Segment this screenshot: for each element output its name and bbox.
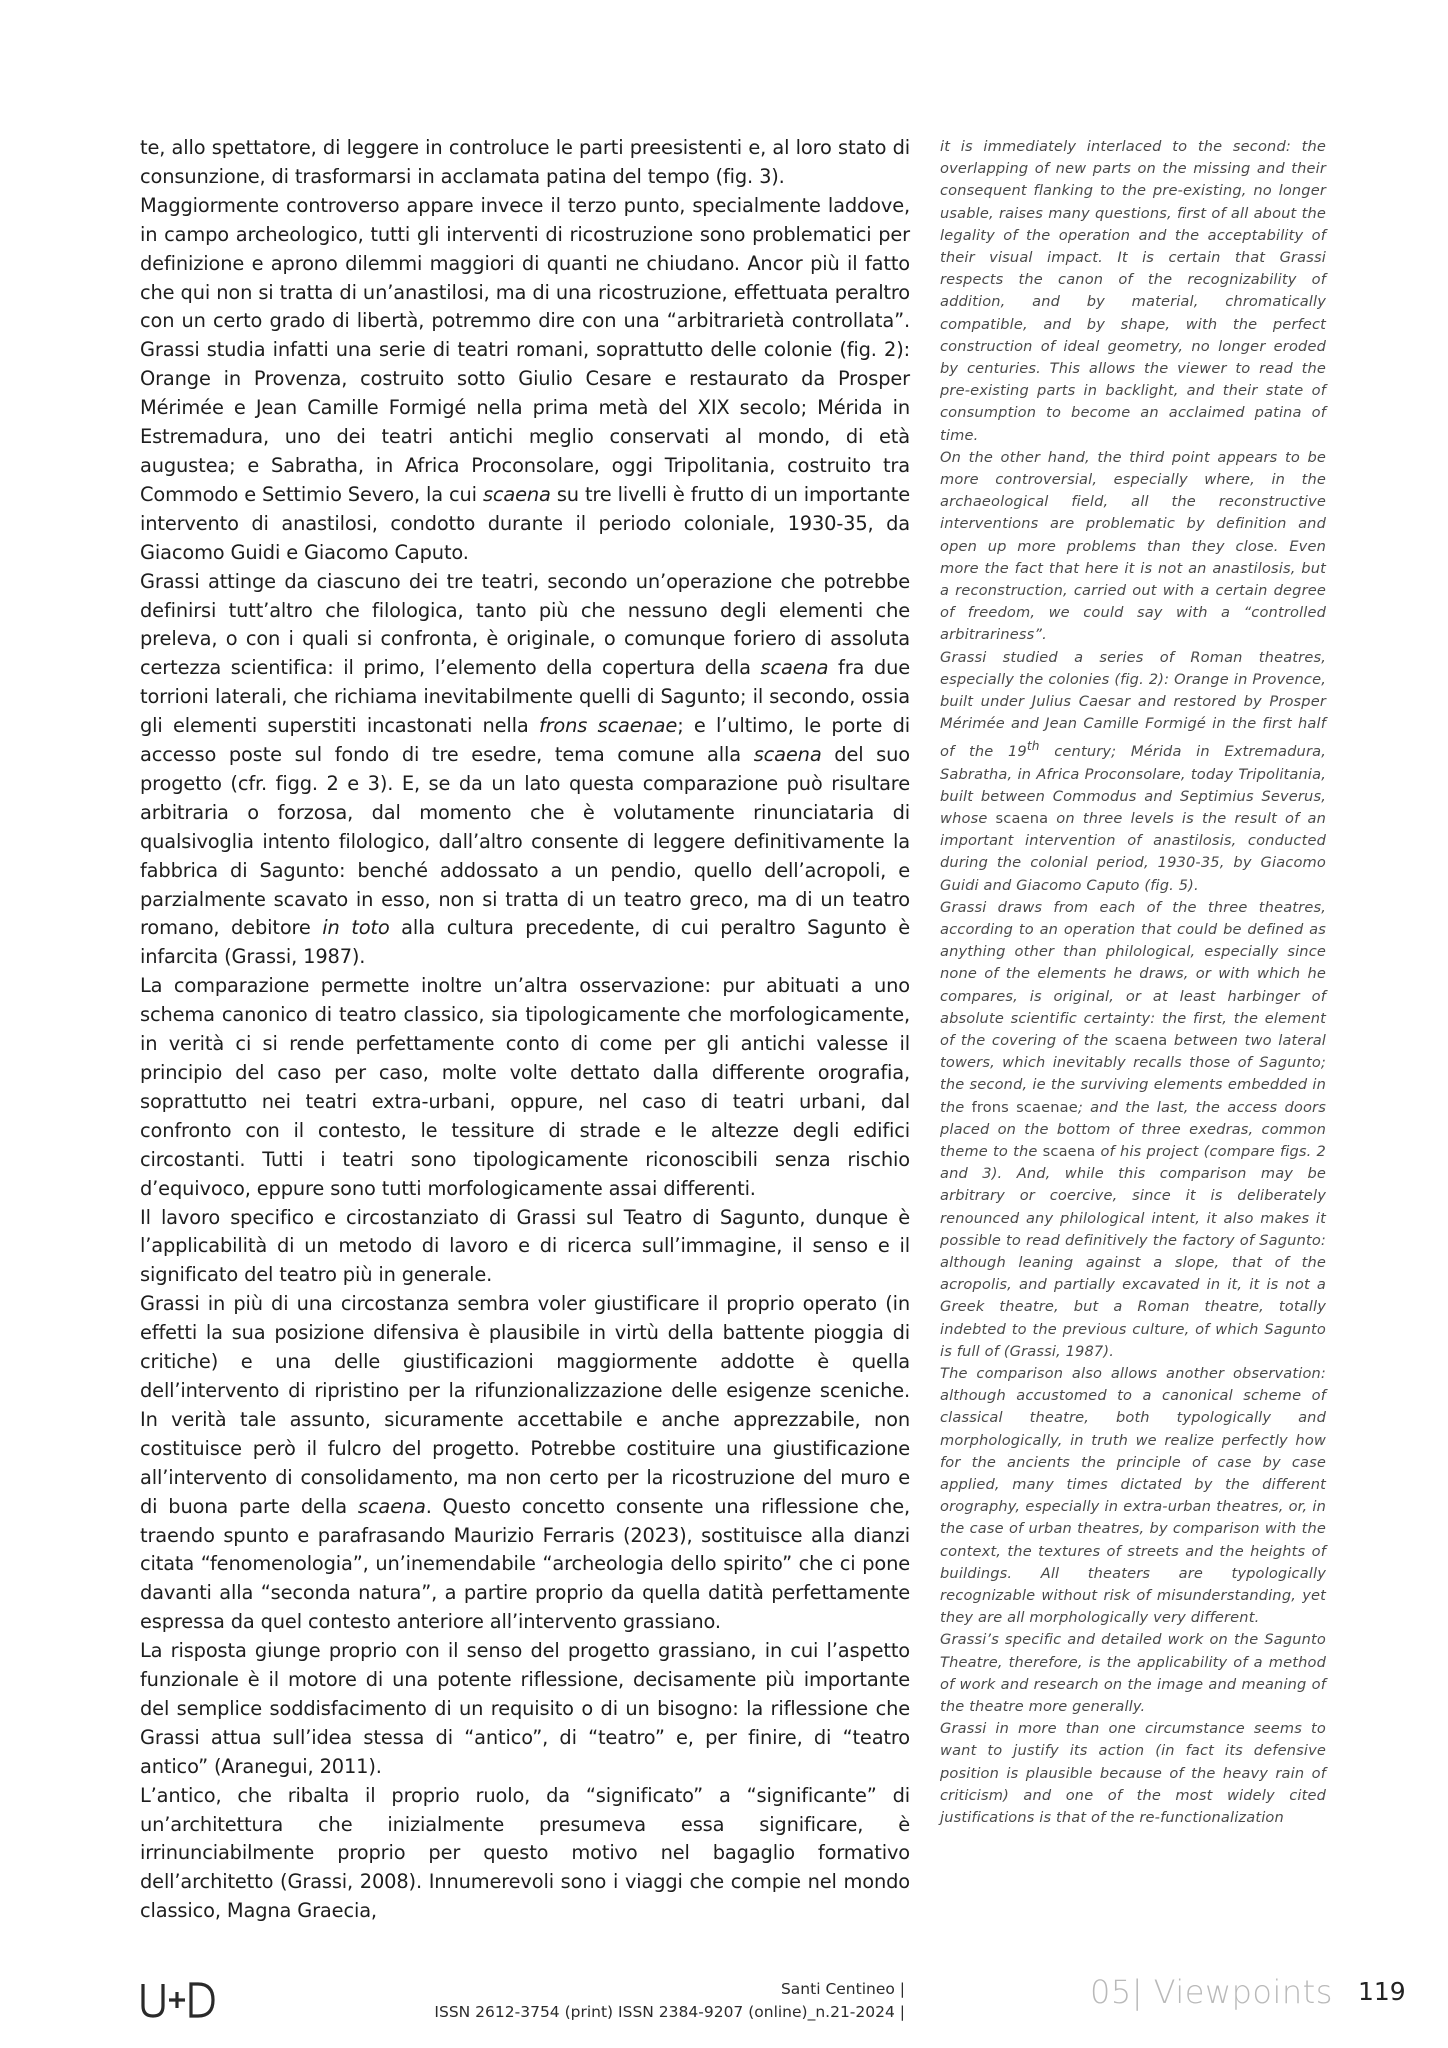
footer-publication-info xyxy=(380,1978,905,2024)
translation-paragraph-6: Grassi’s specific and detailed work on the Sagunto Theatre, therefore, is the applicability of a method of work and research on the image and meaning of the theatre more generally. xyxy=(940,1631,1326,1716)
translation-paragraph-4: Grassi draws from each of the three theatres, according to an operation that could be defined as anything other than philological, especially since none of the elements he draws, or with which he compares, is original, or at least harbinger of absolute scientific certainty: the first, the element of the covering of the scaena between two lateral towers, which inevitably recalls those of Sagunto; the second, ie the surviving elements embedded in the frons scaenae; and the last, the access doors placed on the bottom of three exedras, common theme to the scaena of his project (compare figs. 2 and 3). And, while this comparison may be arbitrary or coercive, since it is deliberately renounced any philological intent, it also makes it possible to read definitively the factory of Sagunto: although leaning against a slope, that of the acropolis, and partially excavated in it, it is not a Greek theatre, but a Roman theatre, totally indebted to the previous culture, of which Sagunto is full of (Grassi, 1987). xyxy=(940,898,1326,1360)
main-paragraph-4: La comparazione permette inoltre un’altra osservazione: pur abituati a uno schema canonico di teatro classico, sia tipologicamente che morfologicamente, in verità ci si rende perfettamente conto di come per gli antichi valesse il principio del caso per caso, molte volte dettato dalla differente orografia, soprattutto nei teatri extra-urbani, oppure, nel caso di teatri urbani, dal confronto con il contesto, le tessiture di strade e le altezze degli edifici circostanti. Tutti i teatri sono tipologicamente riconoscibili senza rischio d’equivoco, eppure sono tutti morfologicamente assai differenti. xyxy=(140,974,910,1200)
main-paragraph-3: Grassi attinge da ciascuno dei tre teatri, secondo un’operazione che potrebbe definirsi tutt’altro che filologica, tanto più che nessuno degli elementi che preleva, o con i quali si confronta, è originale, o comunque foriero di assoluta certezza scientifica: il primo, l’elemento della copertura della scaena fra due torrioni laterali, che richiama inevitabilmente quelli di Sagunto; il secondo, ossia gli elementi superstiti incastonati nella frons scaenae; e l’ultimo, le porte di accesso poste sul fondo di tre esedre, tema comune alla scaena del suo progetto (cfr. figg. 2 e 3). E, se da un lato questa comparazione può risultare arbitraria o forzosa, dal momento che è volutamente rinunciataria di qualsivoglia intento filologico, dall’altro consente di leggere definitivamente la fabbrica di Sagunto: benché addossato a un pendio, quello dell’acropoli, e parzialmente scavato in esso, non si tratta di un teatro greco, ma di un teatro romano, debitore in toto alla cultura precedente, di cui peraltro Sagunto è infarcita (Grassi, 1987). xyxy=(140,569,911,969)
main-paragraph-6: Grassi in più di una circostanza sembra voler giustificare il proprio operato (in effetti la sua posizione difensiva è plausibile in virtù della battente pioggia di critiche) e una delle giustificazioni maggiormente addotte è quella dell’intervento di ripristino per la rifunzionalizzazione delle esigenze sceniche. In verità tale assunto, sicuramente accettabile e anche apprezzabile, non costituisce però il fulcro del progetto. Potrebbe costituire una giustificazione all’intervento di consolidamento, ma non certo per la ricostruzione del muro e di buona parte della scaena. Questo concetto consente una riflessione che, traendo spunto e parafrasando Maurizio Ferraris (2023), sostituisce alla dianzi citata “fenomenologia”, un’inemendabile “archeologia dello spirito” che ci pone davanti alla “seconda natura”, a partire proprio da quella datità perfettamente espressa da quel contesto anteriore all’intervento grassiano. xyxy=(140,1292,910,1634)
ud-logo-icon xyxy=(140,1980,216,2020)
section-label: 05| Viewpoints xyxy=(1090,1973,1333,2011)
english-translation-column xyxy=(940,136,1326,1829)
main-paragraph-1: te, allo spettatore, di leggere in controluce le parti preesistenti e, al loro stato di consunzione, di trasformarsi in acclamata patina del tempo (fig. 3). xyxy=(140,136,910,188)
translation-paragraph-3: Grassi studied a series of Roman theatres, especially the colonies (fig. 2): Orange in Provence, built under Julius Caesar and restored by Prosper Mérimée and Jean Camille Formigé in the first half of the 19th century; Mérida in Extremadura, Sabratha, in Africa Proconsolare, today Tripolitania, built between Commodus and Septimius Severus, whose scaena on three levels is the result of an important intervention of anastilosis, conducted during the colonial period, 1930-35, by Giacomo Guidi and Giacomo Caputo (fig. 5). xyxy=(940,648,1326,894)
translation-paragraph-7: Grassi in more than one circumstance seems to want to justify its action (in fact its defensive position is plausible because of the heavy rain of criticism) and one of the most widely cited justifications is that of the re-functionalization xyxy=(940,1720,1326,1827)
main-paragraph-8: L’antico, che ribalta il proprio ruolo, da “significato” a “significante” di un’architettura che inizialmente presumeva essa significare, è irrinunciabilmente proprio per questo motivo nel bagaglio formativo dell’architetto (Grassi, 2008). Innumerevoli sono i viaggi che compie nel mondo classico, Magna Graecia, xyxy=(140,1783,910,1923)
footer-issn: ISSN 2612-3754 (print) ISSN 2384-9207 (online)_n.21-2024 | xyxy=(434,2003,905,2021)
main-paragraph-7: La risposta giunge proprio con il senso del progetto grassiano, in cui l’aspetto funzionale è il motore di una potente riflessione, decisamente più importante del semplice soddisfacimento di un requisito o di un bisogno: la riflessione che Grassi attua sull’idea stessa di “antico”, di “teatro” e, per finire, di “teatro antico” (Aranegui, 2011). xyxy=(140,1639,910,1778)
journal-logo xyxy=(140,1978,216,2022)
main-paragraph-2: Maggiormente controverso appare invece il terzo punto, specialmente laddove, in campo archeologico, tutti gli interventi di ricostruzione sono problematici per definizione e aprono dilemmi maggiori di quanti ne chiudano. Ancor più il fatto che qui non si tratta di un’anastilosi, ma di una ricostruzione, effettuata peraltro con un certo grado di libertà, potremmo dire con una “arbitrarietà controllata”. Grassi studia infatti una serie di teatri romani, soprattutto delle colonie (fig. 2): Orange in Provenza, costruito sotto Giulio Cesare e restaurato da Prosper Mérimée e Jean Camille Formigé nella prima metà del XIX secolo; Mérida in Estremadura, uno dei teatri antichi meglio conservati al mondo, di età augustea; e Sabratha, in Africa Proconsolare, oggi Tripolitania, costruito tra Commodo e Settimio Severo, la cui scaena su tre livelli è frutto di un importante intervento di anastilosi, condotto durante il periodo coloniale, 1930-35, da Giacomo Guidi e Giacomo Caputo. xyxy=(140,193,911,564)
translation-paragraph-5: The comparison also allows another observation: although accustomed to a canonical scheme of classical theatre, both typologically and morphologically, in truth we realize perfectly how for the ancients the principle of case by case applied, many times dictated by the different orography, especially in extra-urban theatres, or, in the case of urban theatres, by comparison with the context, the textures of streets and the heights of buildings. All theaters are typologically recognizable without risk of misunderstanding, yet they are all morphologically very different. xyxy=(940,1365,1326,1627)
footer-author: Santi Centineo | xyxy=(780,1980,905,1998)
main-article-column xyxy=(140,134,910,1926)
translation-paragraph-1: it is immediately interlaced to the second: the overlapping of new parts on the missing and their consequent flanking to the pre-existing, no longer usable, raises many questions, first of all about the legality of the operation and the acceptability of their visual impact. It is certain that Grassi respects the canon of the recognizability of addition, and by material, chromatically compatible, and by shape, with the perfect construction of ideal geometry, no longer eroded by centuries. This allows the viewer to read the pre-existing parts in backlight, and their state of consumption to become an acclaimed patina of time. xyxy=(940,138,1326,444)
page-number: 119 xyxy=(1358,1977,1406,2006)
translation-paragraph-2: On the other hand, the third point appears to be more controversial, especially where, in the archaeological field, all the reconstructive interventions are problematic by definition and open up more problems than they close. Even more the fact that here it is not an anastilosis, but a reconstruction, carried out with a certain degree of freedom, we could say with a “controlled arbitrariness”. xyxy=(940,448,1326,644)
main-paragraph-5: Il lavoro specifico e circostanziato di Grassi sul Teatro di Sagunto, dunque è l’applicabilità di un metodo di lavoro e di ricerca sull’immagine, il senso e il significato del teatro più in generale. xyxy=(140,1205,910,1287)
